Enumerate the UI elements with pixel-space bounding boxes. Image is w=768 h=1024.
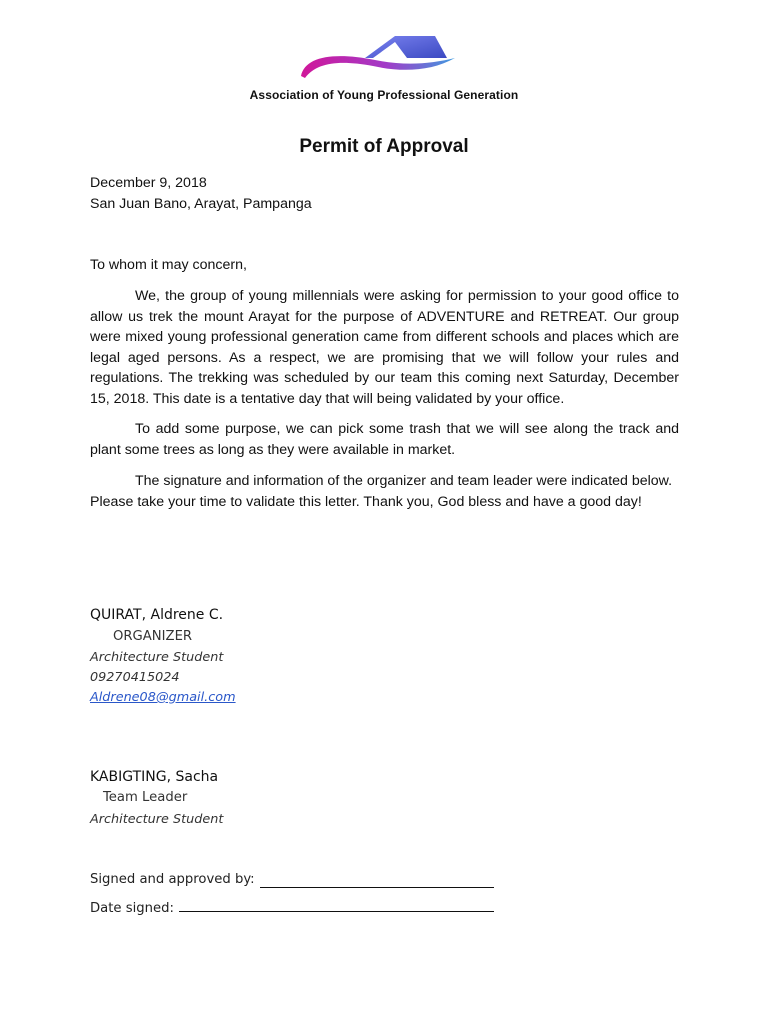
organizer-occupation: Architecture Student <box>90 650 224 665</box>
house-roof-icon <box>365 36 447 58</box>
body-paragraph-2: To add some purpose, we can pick some trash that we will see along the track and plant some trees as long as they were available in market. <box>90 421 679 458</box>
signature-line <box>260 887 494 888</box>
letter-address: San Juan Bano, Arayat, Pampanga <box>90 196 312 212</box>
signed-approved-label: Signed and approved by: <box>90 872 255 887</box>
organizer-phone: 09270415024 <box>90 670 180 685</box>
organizer-name: QUIRAT, Aldrene C. <box>90 607 224 623</box>
organization-logo <box>295 28 460 84</box>
date-signed-label: Date signed: <box>90 901 174 916</box>
team-leader-occupation: Architecture Student <box>90 812 224 827</box>
team-leader-name: KABIGTING, Sacha <box>90 769 219 785</box>
salutation: To whom it may concern, <box>90 257 247 273</box>
date-signed-line <box>179 911 494 912</box>
body-paragraph-1: We, the group of young millennials were asking for permission to your good office to allow us trek the mount Arayat for the purpose of ADVENTURE and RETREAT. Our group were mixed young professional generation came from different schools and places which are legal aged persons. As a respect, we are promising that we will follow your rules and regulations. The trekking was scheduled by our team this coming next Saturday, December 15, 2018. This date is a tentative day that will being validated by your office. <box>90 288 679 407</box>
page-title: Permit of Approval <box>299 136 469 157</box>
organization-name: Association of Young Professional Generation <box>249 88 519 102</box>
letter-date: December 9, 2018 <box>90 175 207 191</box>
body-paragraph-3: The signature and information of the organizer and team leader were indicated below. Please take your time to validate this letter. Thank you, God bless and have a good day! <box>90 473 673 510</box>
team-leader-role: Team Leader <box>103 790 188 805</box>
organizer-role: ORGANIZER <box>113 629 193 644</box>
organizer-email-link[interactable]: Aldrene08@gmail.com <box>90 690 236 705</box>
swoosh-icon <box>301 56 455 78</box>
